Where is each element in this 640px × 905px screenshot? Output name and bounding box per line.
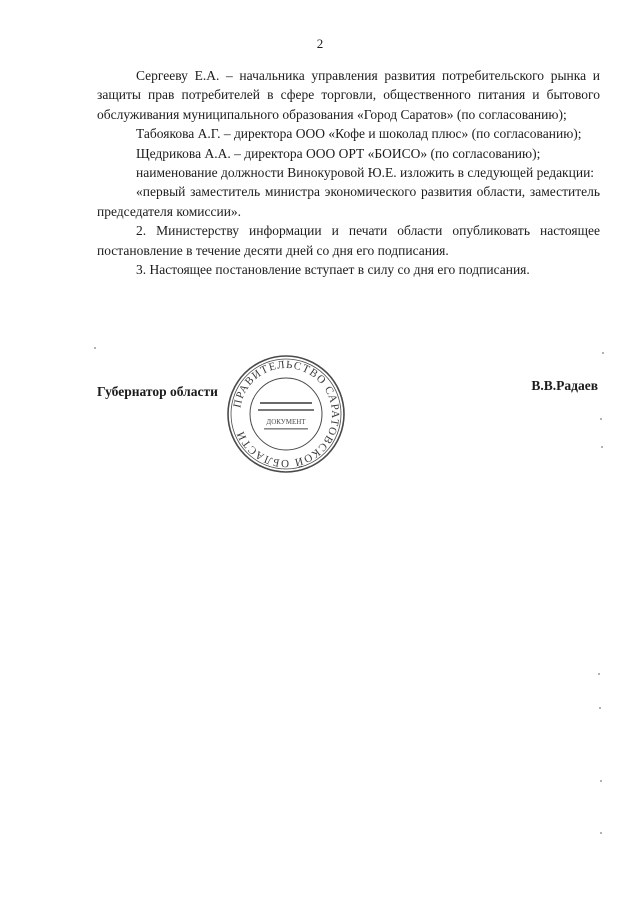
svg-text:ПРАВИТЕЛЬСТВО САРАТОВСКОЙ ОБЛА [231,359,341,469]
stamp-center-text: ДОКУМЕНТ [266,418,306,426]
paragraph-shchedrikov: Щедрикова А.А. – директора ООО ОРТ «БОИСО» (по согласованию); [136,145,541,161]
page-number: 2 [316,36,324,51]
signer-name: В.В.Радаев [531,378,598,393]
scan-speck [602,352,604,354]
scan-speck [600,418,602,420]
official-stamp [224,352,348,476]
paragraph-publication: 2. Министерству информации и печати области опубликовать настоящее постановление в течение десяти дней со дня его подписания. [97,223,600,258]
scan-speck [600,780,602,782]
stamp-seal-icon [224,352,348,476]
scan-speck [598,673,600,675]
paragraph-vinokurova: наименование должности Винокуровой Ю.Е. изложить в следующей редакции: [136,165,595,181]
signer-title: Губернатор области [97,384,218,399]
paragraph-effective-date: 3. Настоящее постановление вступает в силу со дня его подписания. [136,262,530,278]
paragraph-taboyakov: Табоякова А.Г. – директора ООО «Кофе и шоколад плюс» (по согласованию); [136,126,582,142]
scan-speck [94,347,96,349]
paragraph-new-title: «первый заместитель министра экономического развития области, заместитель председателя комиссии». [97,184,600,219]
scan-speck [600,832,602,834]
scan-speck [599,707,601,709]
scan-speck [601,446,603,448]
stamp-ring-text: ПРАВИТЕЛЬСТВО САРАТОВСКОЙ ОБЛАСТИ [231,358,342,470]
document-body [97,66,600,279]
paragraph-sergeeva: Сергееву Е.А. – начальника управления развития потребительского рынка и защиты прав потребителей в сфере торговли, общественного питания и бытового обслуживания муниципального образования «Город Саратов» (по согласованию); [97,68,600,122]
